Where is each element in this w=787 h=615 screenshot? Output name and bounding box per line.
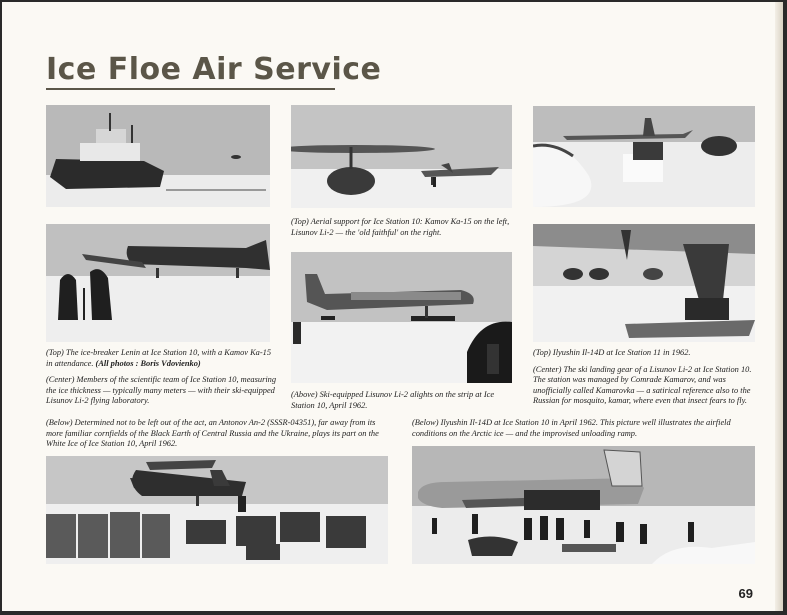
caption-right-center: (Center) The ski landing gear of a Lisunov Li-2 at Ice Station 10. The station was managed by Comrade Kamarov, and was unofficially called Kamarovka — a satirical reference also to the Russian for mosquito, kamar, where even that insect fears to fly. — [533, 364, 752, 406]
caption-text: (Top) Aerial support for Ice Station 10: Kamov Ka-15 on the left, Lisunov Li-2 — the 'old faithful' on the right. — [291, 217, 510, 237]
caption-text: (Below) Determined not to be left out of the act, an Antonov An-2 (SSSR-04351), far away from its more familiar cornfields of the Black Earth of Central Russia and the Ukraine, plays its part on the White Ice of Ice Station 10, April 1962. — [46, 418, 379, 449]
caption-left-center: (Center) Members of the scientific team of Ice Station 10, measuring the ice thickness — typically many meters — with their ski-equipped Lisunov Li-2 flying laboratory. — [46, 375, 277, 406]
caption-left-column — [46, 348, 278, 413]
photo-icebreaker — [46, 105, 270, 207]
photo-ka15-li2 — [291, 105, 512, 208]
page-edge — [775, 2, 783, 611]
photo-il14-station — [533, 106, 755, 207]
page-number: 69 — [738, 586, 753, 601]
photo-ski-gear — [533, 224, 755, 342]
page-title: Ice Floe Air Service — [46, 52, 382, 87]
photo-il14-unloading — [412, 446, 755, 564]
caption-text: (Top) The ice-breaker Lenin at Ice Station 10, with a Kamov Ka-15 in attendance. — [46, 348, 272, 368]
caption-right-top: (Top) Ilyushin Il-14D at Ice Station 11 in 1962. — [533, 348, 691, 357]
caption-middle-above — [291, 390, 501, 417]
caption-bottom-right — [412, 418, 756, 445]
photo-li2-ice-team — [46, 224, 270, 342]
caption-text: (Above) Ski-equipped Lisunov Li-2 alights on the strip at Ice Station 10, April 1962. — [291, 390, 495, 410]
caption-left-top — [46, 348, 278, 369]
magazine-page — [2, 2, 783, 611]
caption-text: (Below) Ilyushin Il-14D at Ice Station 10 in April 1962. This picture well illustrates the airfield conditions on the Arctic ice — and the improvised unloading ramp. — [412, 418, 731, 438]
photo-li2-ski-landing — [291, 252, 512, 383]
caption-top-middle — [291, 217, 515, 244]
title-underline — [46, 88, 335, 90]
caption-bottom-left — [46, 418, 388, 456]
photo-credit: (All photos : Boris Vdovienko) — [95, 358, 201, 368]
caption-right-column — [533, 348, 757, 413]
photo-an2 — [46, 456, 388, 564]
